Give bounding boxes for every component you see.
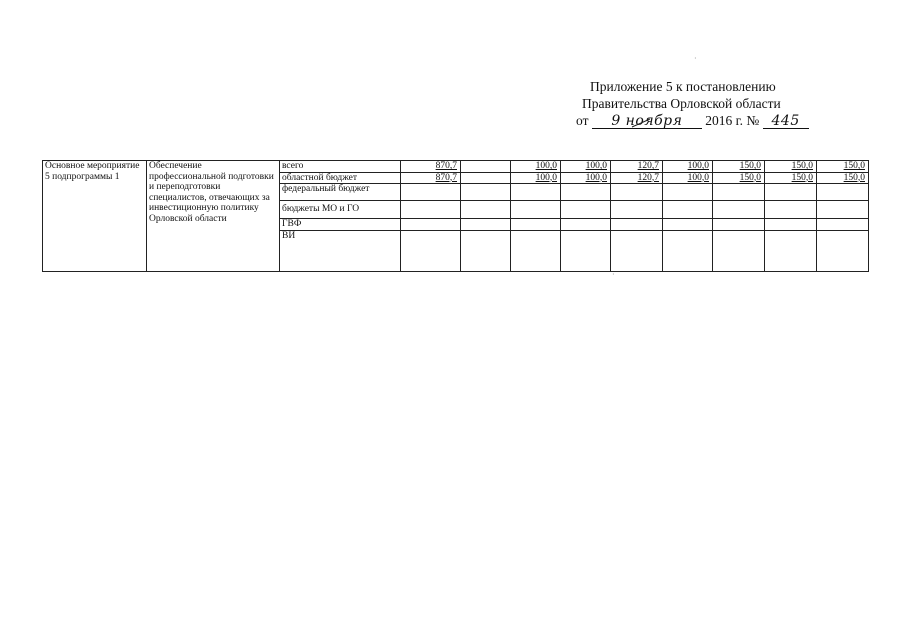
value-cell xyxy=(511,184,561,201)
value-cell xyxy=(611,201,663,219)
source-cell: бюджеты МО и ГО xyxy=(280,201,401,219)
value-cell xyxy=(401,219,461,231)
year-and-number-label: 2016 г. № xyxy=(705,113,760,128)
value-cell: 150,0 xyxy=(713,161,765,173)
value-cell: 870,7 xyxy=(401,172,461,184)
appendix-title: Приложение 5 к постановлению xyxy=(590,79,776,94)
value-cell xyxy=(461,161,511,173)
value-cell: 100,0 xyxy=(663,161,713,173)
value-cell xyxy=(561,201,611,219)
value-cell xyxy=(765,230,817,271)
value-cell xyxy=(401,184,461,201)
activity-cell: Основное мероприятие 5 подпрограммы 1 xyxy=(43,161,147,272)
source-cell: областной бюджет xyxy=(280,172,401,184)
source-cell: ВИ xyxy=(280,230,401,271)
date-prefix: от xyxy=(576,113,589,128)
value-cell xyxy=(611,230,663,271)
value-cell: 100,0 xyxy=(663,172,713,184)
value-cell: 100,0 xyxy=(561,172,611,184)
value-cell xyxy=(663,184,713,201)
value-cell xyxy=(765,219,817,231)
value-cell xyxy=(765,184,817,201)
value-cell: 120,7 xyxy=(611,161,663,173)
value-cell: 150,0 xyxy=(765,161,817,173)
value-cell xyxy=(511,230,561,271)
value-cell xyxy=(461,172,511,184)
value-cell xyxy=(511,201,561,219)
value-cell xyxy=(611,219,663,231)
value-cell xyxy=(817,184,869,201)
value-cell xyxy=(461,201,511,219)
handwritten-number: 445 xyxy=(763,114,809,129)
value-cell xyxy=(663,219,713,231)
table-row xyxy=(43,161,869,173)
value-cell xyxy=(511,219,561,231)
handwritten-date: 9 ноября xyxy=(592,114,702,129)
value-cell: 150,0 xyxy=(817,161,869,173)
value-cell: 120,7 xyxy=(611,172,663,184)
value-cell xyxy=(461,184,511,201)
value-cell xyxy=(713,184,765,201)
value-cell xyxy=(817,201,869,219)
source-cell: ГВФ xyxy=(280,219,401,231)
value-cell: 150,0 xyxy=(817,172,869,184)
value-cell xyxy=(817,219,869,231)
value-cell xyxy=(611,184,663,201)
value-cell xyxy=(817,230,869,271)
source-cell: всего xyxy=(280,161,401,173)
scan-speck: · xyxy=(612,270,615,279)
value-cell: 150,0 xyxy=(713,172,765,184)
issuer-line: Правительства Орловской области xyxy=(582,96,781,111)
value-cell: 100,0 xyxy=(561,161,611,173)
value-cell xyxy=(461,219,511,231)
value-cell xyxy=(713,201,765,219)
value-cell xyxy=(663,201,713,219)
value-cell xyxy=(401,230,461,271)
description-cell: Обеспечение профессиональной подготовки и переподготовки специалистов, отвечающих за инвестиционную политику Орловской области xyxy=(147,161,280,272)
value-cell: 870,7 xyxy=(401,161,461,173)
value-cell: 100,0 xyxy=(511,161,561,173)
value-cell xyxy=(561,219,611,231)
value-cell xyxy=(561,230,611,271)
value-cell xyxy=(713,219,765,231)
value-cell xyxy=(461,230,511,271)
value-cell: 150,0 xyxy=(765,172,817,184)
value-cell xyxy=(663,230,713,271)
value-cell xyxy=(401,201,461,219)
date-number-line xyxy=(576,112,809,129)
value-cell xyxy=(561,184,611,201)
source-cell: федеральный бюджет xyxy=(280,184,401,201)
value-cell xyxy=(765,201,817,219)
value-cell xyxy=(713,230,765,271)
funding-table xyxy=(42,160,869,272)
scan-speck: · xyxy=(694,54,697,63)
value-cell: 100,0 xyxy=(511,172,561,184)
pen-stroke-mark xyxy=(630,118,652,128)
